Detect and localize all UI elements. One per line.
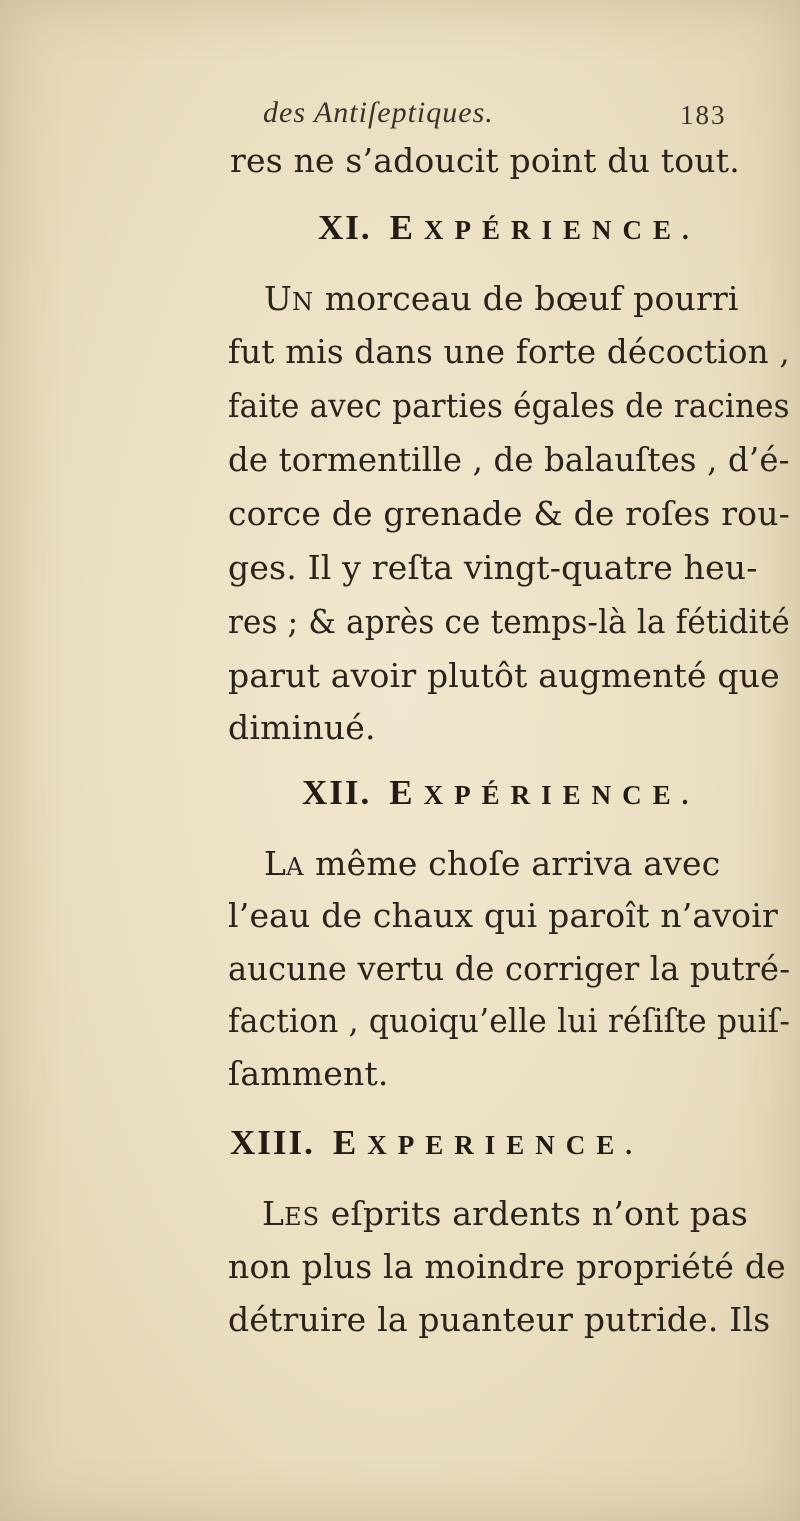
heading-word-initial: E	[389, 208, 425, 247]
paragraph-line: parut avoir plutôt augmenté que	[228, 656, 780, 695]
lead-capital: L	[264, 844, 287, 883]
paragraph-line: ges. Il y reſta vingt-quatre heu-	[228, 548, 758, 587]
paragraph-line: fut mis dans une forte décoction ,	[228, 332, 790, 371]
paragraph-line: diminué.	[228, 708, 376, 747]
paragraph-line: faite avec parties égales de racines	[228, 386, 790, 425]
heading-number: XI.	[318, 208, 372, 247]
carryover-line: res ne s’adoucit point du tout.	[230, 141, 740, 180]
lead-smallcaps: ES	[284, 1203, 321, 1231]
lead-capital: L	[262, 1194, 285, 1233]
line-text: eſprits ardents n’ont pas	[320, 1194, 749, 1233]
heading-word-rest: XPÉRIENCE.	[423, 780, 700, 810]
heading-number: XII.	[302, 773, 372, 812]
heading-word-rest: XPÉRIENCE.	[424, 215, 700, 245]
heading-word-initial: E	[332, 1123, 368, 1162]
paragraph-line: ſamment.	[228, 1054, 389, 1093]
paragraph-line: res ; & après ce temps-là la fétidité	[228, 602, 790, 641]
section-heading-xii	[302, 775, 699, 810]
paragraph-line: non plus la moindre propriété de	[228, 1247, 786, 1286]
page-number: 183	[680, 100, 727, 130]
heading-word-initial: E	[389, 773, 424, 812]
heading-word-rest: XPERIENCE.	[367, 1130, 644, 1160]
section-heading-xi	[318, 210, 700, 245]
paragraph-line: de tormentille , de balauſtes , d’é-	[228, 440, 790, 479]
paragraph-line: l’eau de chaux qui paroît n’avoir	[228, 896, 778, 935]
section-heading-xiii	[230, 1125, 643, 1160]
lead-smallcaps: A	[286, 853, 305, 881]
line-text: même choſe arriva avec	[304, 844, 721, 883]
paragraph-line	[264, 279, 739, 318]
paragraph-line: faction , quoiqu’elle lui réſiſte puiſ-	[228, 1001, 791, 1040]
line-text: morceau de bœuf pourri	[314, 279, 739, 318]
paragraph-line: détruire la puanteur putride. Ils	[228, 1300, 771, 1339]
paragraph-line	[264, 844, 721, 883]
paragraph-line: aucune vertu de corriger la putré-	[228, 949, 791, 988]
running-title: des Antiſeptiques.	[263, 96, 494, 129]
heading-number: XIII.	[230, 1123, 315, 1162]
lead-capital: U	[264, 279, 293, 318]
lead-smallcaps: N	[292, 288, 315, 316]
paragraph-line	[262, 1194, 749, 1233]
paragraph-line: corce de grenade & de roſes rou-	[228, 494, 790, 533]
